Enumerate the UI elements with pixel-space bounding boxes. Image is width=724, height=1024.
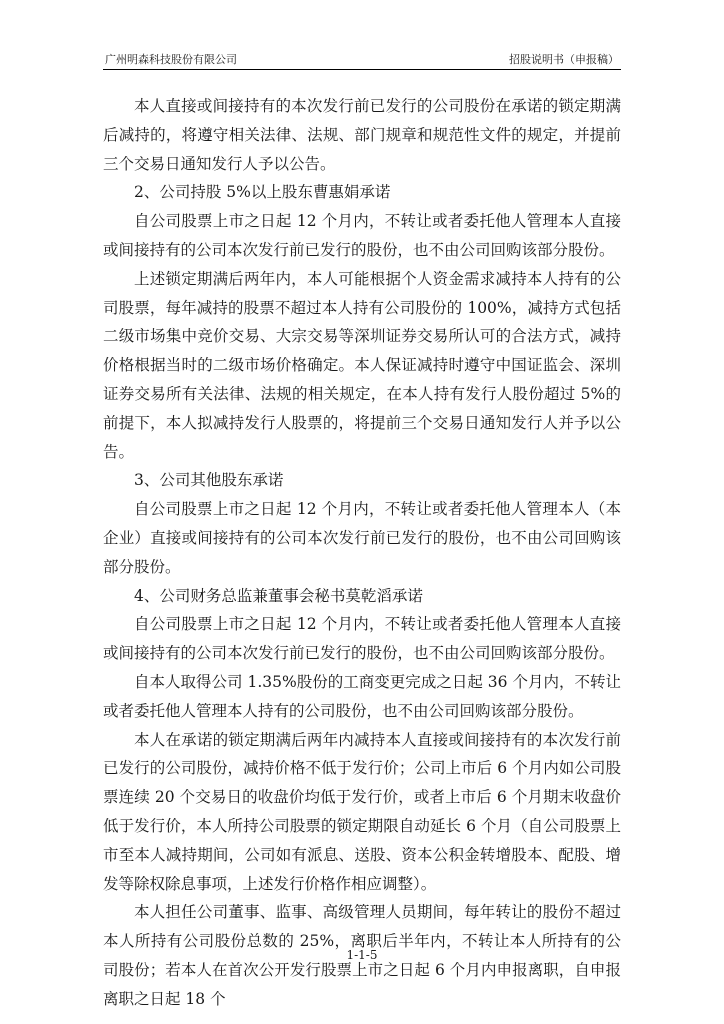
section-heading: 2、公司持股 5%以上股东曹惠娟承诺: [134, 183, 391, 202]
header-company-name: 广州明森科技股份有限公司: [105, 53, 237, 66]
paragraph: 上述锁定期满后两年内，本人可能根据个人资金需求减持本人持有的公司股票，每年减持的股票不超过本人持有公司股份的 100%，减持方式包括二级市场集中竞价交易、大宗交易等深圳证券交易所认可的合法方式，减持价格根据当时的二级市场价格确定。本人保证减持时遵守中国证监会、深圳证券交易所有关法律、法规的相关规定，在本人持有发行人股份超过 5%的前提下，本人拟减持发行人股票的，将提前三个交易日通知发行人并予以公告。: [103, 269, 621, 461]
page-header: [103, 52, 621, 68]
page-number: 1-1-5: [346, 948, 378, 962]
header-rule: [103, 69, 621, 70]
document-body: [103, 92, 621, 1014]
header-document-title: 招股说明书（申报稿）: [509, 53, 619, 66]
section-heading: 4、公司财务总监兼董事会秘书莫乾滔承诺: [134, 586, 423, 605]
paragraph: 自本人取得公司 1.35%股份的工商变更完成之日起 36 个月内，不转让或者委托他人管理本人持有的公司股份，也不由公司回购该部分股份。: [103, 672, 621, 720]
paragraph: 本人在承诺的锁定期满后两年内减持本人直接或间接持有的本次发行前已发行的公司股份，减持价格不低于发行价；公司上市后 6 个月内如公司股票连续 20 个交易日的收盘价均低于发行价，或者上市后 6 个月期末收盘价低于发行价，本人所持公司股票的锁定期限自动延长 6 个月（自公司股票上市至本人减持期间，公司如有派息、送股、资本公积金转增股本、配股、增发等除权除息事项，上述发行价格作相应调整）。: [103, 730, 621, 893]
paragraph: 自公司股票上市之日起 12 个月内，不转让或者委托他人管理本人直接或间接持有的公司本次发行前已发行的股份，也不由公司回购该部分股份。: [103, 615, 621, 663]
paragraph: 本人直接或间接持有的本次发行前已发行的公司股份在承诺的锁定期满后减持的，将遵守相关法律、法规、部门规章和规范性文件的规定，并提前三个交易日通知发行人予以公告。: [103, 97, 621, 173]
section-heading: 3、公司其他股东承诺: [134, 471, 284, 490]
paragraph: 自公司股票上市之日起 12 个月内，不转让或者委托他人管理本人直接或间接持有的公司本次发行前已发行的股份，也不由公司回购该部分股份。: [103, 212, 621, 259]
paragraph: 本人担任公司董事、监事、高级管理人员期间，每年转让的股份不超过本人所持有公司股份总数的 25%，离职后半年内，不转让本人所持有的公司股份；若本人在首次公开发行股票上市之日起 6 个月内申报离职，自申报离职之日起 18 个: [103, 903, 621, 1008]
paragraph: 自公司股票上市之日起 12 个月内，不转让或者委托他人管理本人（本企业）直接或间接持有的公司本次发行前已发行的股份，也不由公司回购该部分股份。: [103, 500, 621, 576]
